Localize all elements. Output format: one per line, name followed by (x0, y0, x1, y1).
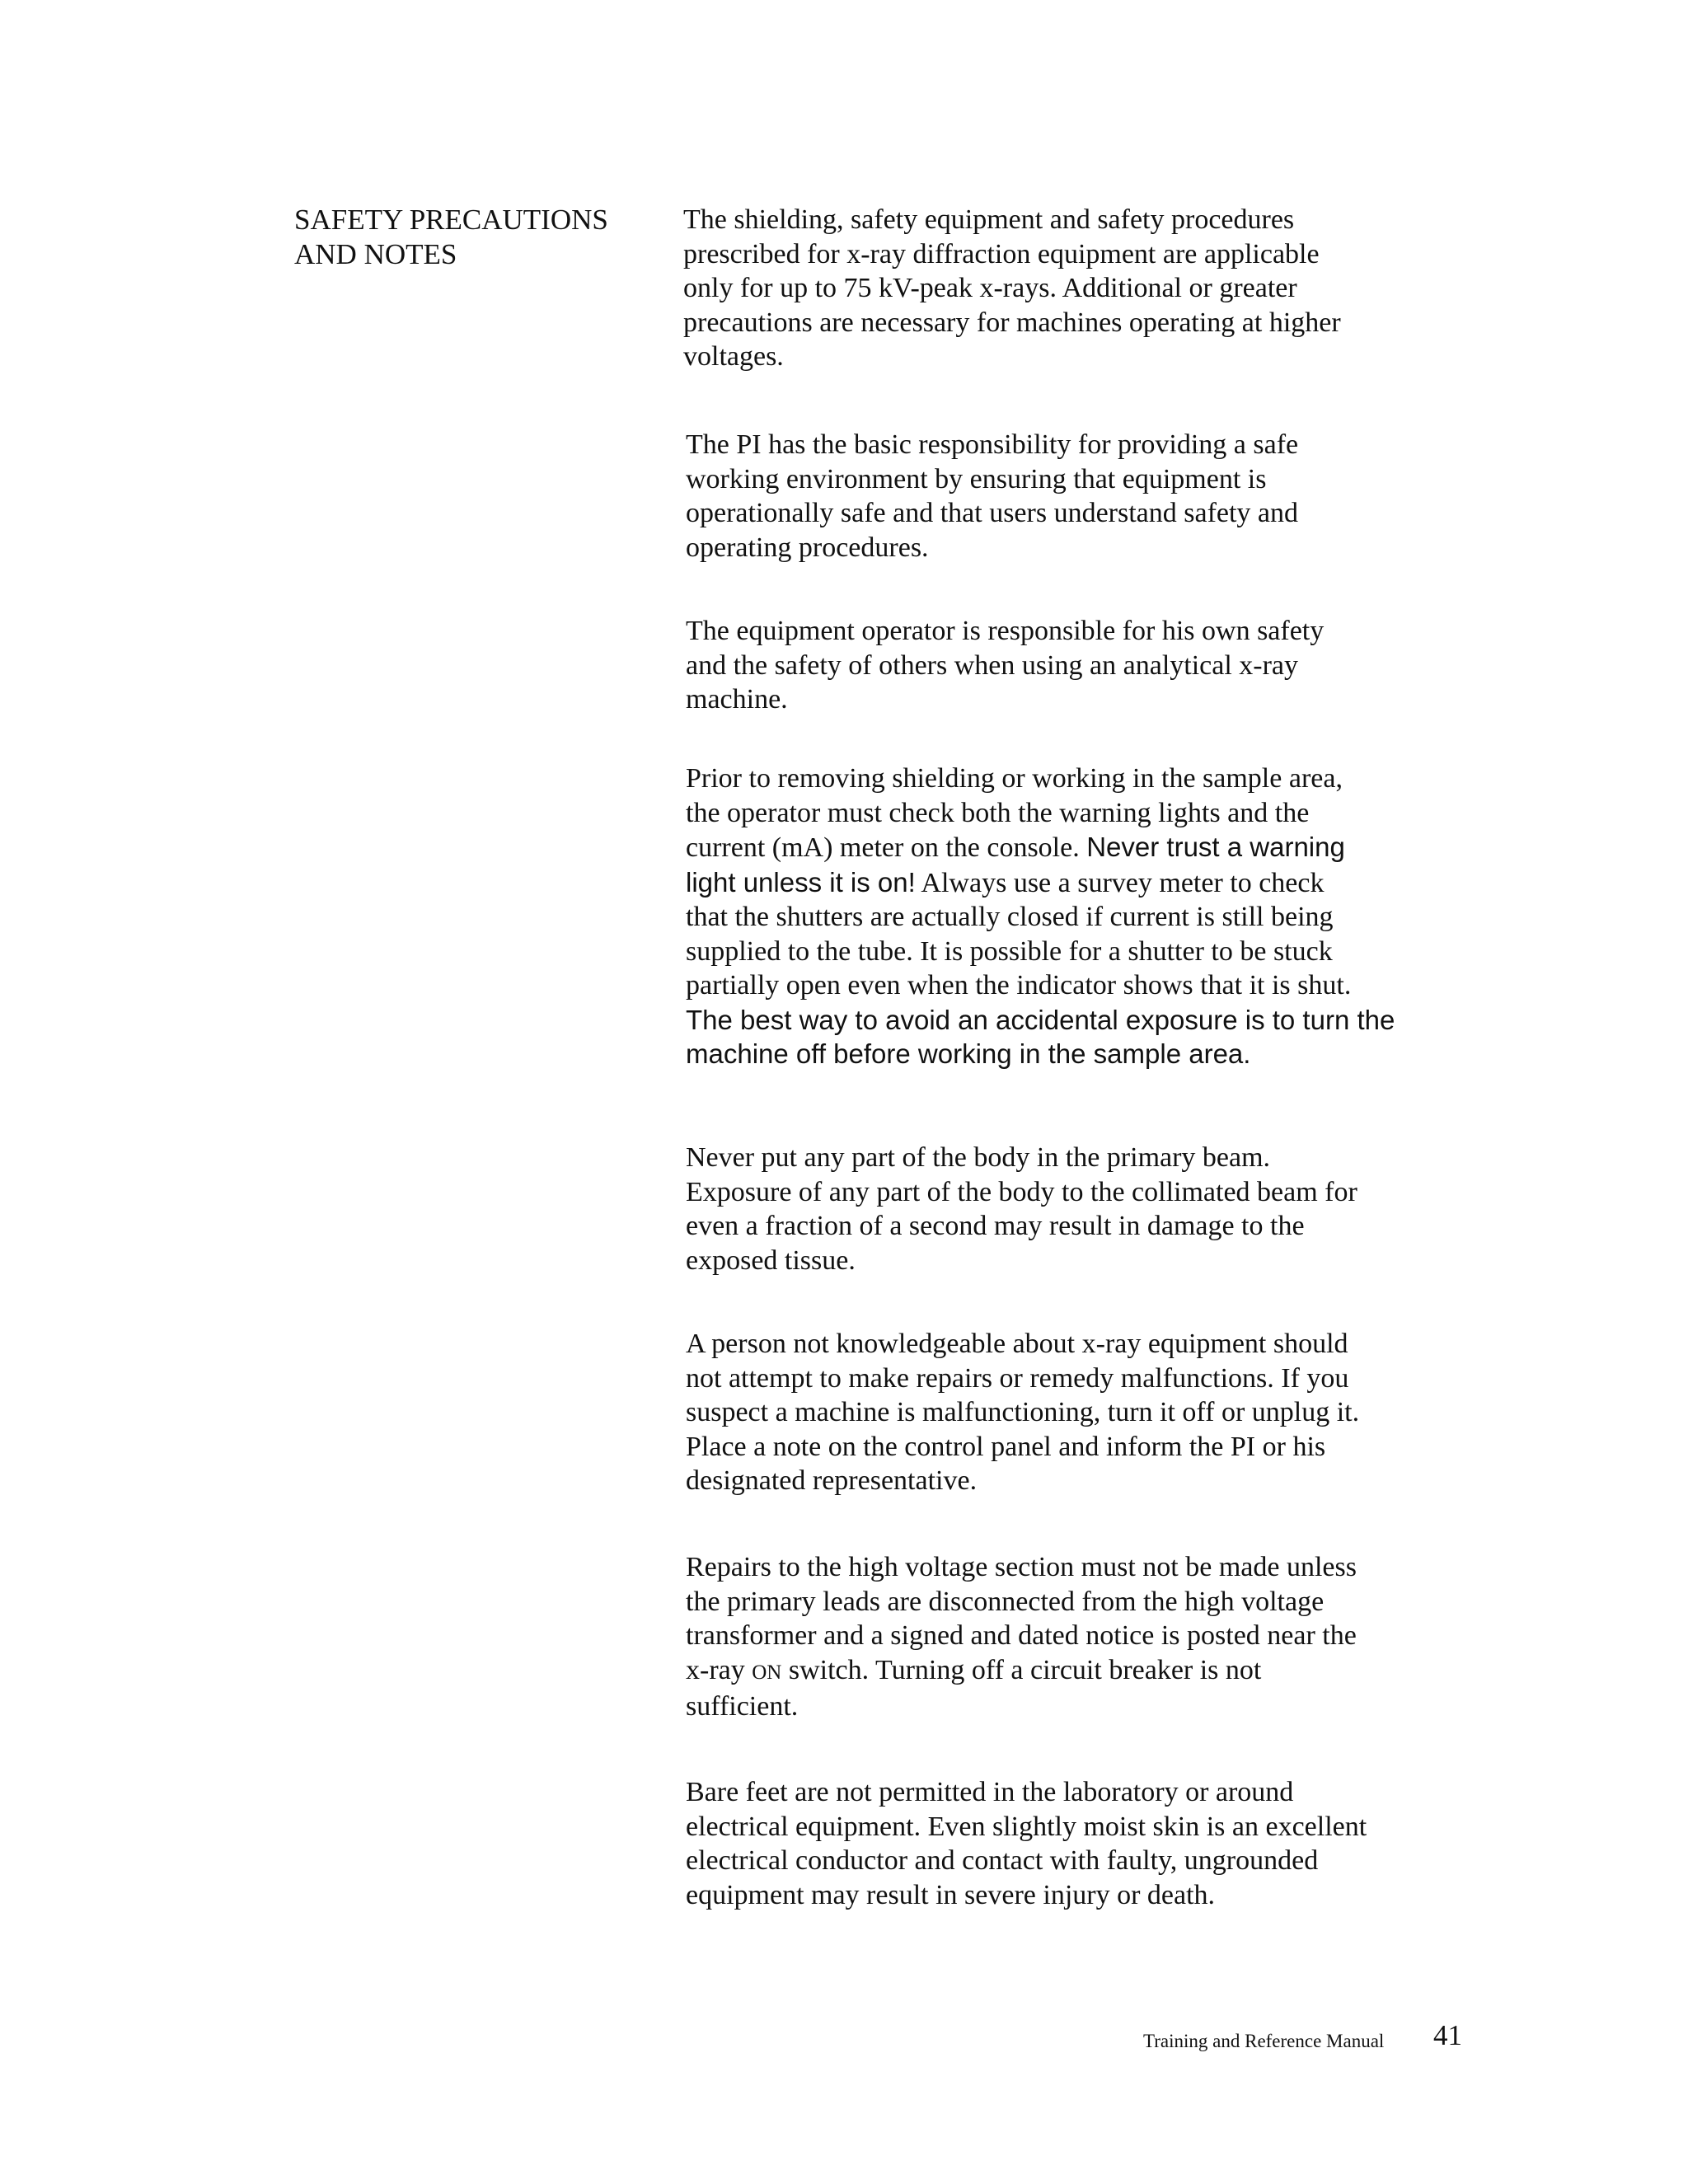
text-line: electrical conductor and contact with faulty, ungrounded (686, 1845, 1319, 1876)
paragraph-high-voltage (686, 1550, 1357, 1724)
text-line: operating procedures. (686, 532, 929, 563)
text-line: Place a note on the control panel and inform the PI or his (686, 1431, 1326, 1462)
small-caps-on: ON (752, 1661, 782, 1684)
text-line: not attempt to make repairs or remedy malfunctions. If you (686, 1362, 1349, 1394)
text-line: the operator must check both the warning lights and the (686, 797, 1310, 828)
paragraph-shielding-removal (686, 762, 1395, 1071)
text-run: switch. Turning off a circuit breaker is not (781, 1654, 1262, 1685)
text-line: the primary leads are disconnected from the high voltage (686, 1586, 1325, 1617)
text-line: working environment by ensuring that equipment is (686, 463, 1267, 494)
text-line: The equipment operator is responsible for his own safety (686, 616, 1325, 646)
section-heading (294, 203, 640, 272)
text-line: The PI has the basic responsibility for providing a safe (686, 429, 1299, 460)
emphasis-text: The best way to avoid an accidental exposure is to turn the (686, 1004, 1395, 1035)
emphasis-text: machine off before working in the sample area. (686, 1038, 1251, 1069)
text-line: only for up to 75 kV-peak x-rays. Additional or greater (683, 273, 1297, 303)
paragraph-repairs-knowledge (686, 1327, 1359, 1498)
text-line: partially open even when the indicator shows that it is shut. (686, 970, 1352, 1001)
text-line (686, 830, 1395, 865)
text-line: suspect a machine is malfunctioning, turn it off or unplug it. (686, 1397, 1360, 1427)
text-line: Bare feet are not permitted in the laboratory or around (686, 1777, 1294, 1807)
text-line: machine. (686, 684, 788, 715)
text-line: transformer and a signed and dated notice is posted near the (686, 1620, 1357, 1651)
paragraph-shielding (683, 203, 1341, 374)
text-line: sufficient. (686, 1691, 799, 1722)
text-line: designated representative. (686, 1465, 978, 1496)
text-line: exposed tissue. (686, 1244, 856, 1276)
text-line: equipment may result in severe injury or death. (686, 1879, 1216, 1910)
emphasis-text: light unless it is on! (686, 866, 916, 898)
text-line: voltages. (683, 341, 784, 372)
paragraph-pi-responsibility (686, 428, 1298, 565)
emphasis-text: Never trust a warning (1086, 832, 1345, 862)
text-line: Exposure of any part of the body to the collimated beam for (686, 1176, 1357, 1207)
section-heading-line: AND NOTES (294, 238, 457, 270)
paragraph-bare-feet (686, 1775, 1367, 1912)
text-line: that the shutters are actually closed if current is still being (686, 902, 1334, 932)
text-line: supplied to the tube. It is possible for a shutter to be stuck (686, 935, 1333, 967)
text-line: The shielding, safety equipment and safety procedures (683, 204, 1295, 235)
text-line (686, 1653, 1357, 1690)
text-line: precautions are necessary for machines operating at higher (683, 307, 1341, 338)
text-line: electrical equipment. Even slightly moist skin is an excellent (686, 1811, 1367, 1842)
text-line: and the safety of others when using an analytical x-ray (686, 649, 1299, 681)
text-line: A person not knowledgeable about x-ray equipment should (686, 1329, 1348, 1359)
text-line: Prior to removing shielding or working in the sample area, (686, 763, 1343, 794)
page-number: 41 (1433, 2019, 1462, 2051)
text-line: even a fraction of a second may result in damage to the (686, 1211, 1305, 1241)
section-heading-line: SAFETY PRECAUTIONS (294, 204, 608, 236)
footer-label: Training and Reference Manual (1143, 2031, 1385, 2051)
text-run: x-ray (686, 1654, 753, 1685)
text-line: Never put any part of the body in the primary beam. (686, 1142, 1271, 1173)
paragraph-operator-responsibility (686, 614, 1324, 717)
text-line: prescribed for x-ray diffraction equipment are applicable (683, 238, 1320, 269)
text-line (686, 865, 1395, 901)
text-line: operationally safe and that users understand safety and (686, 498, 1299, 528)
text-run: current (mA) meter on the console. (686, 832, 1087, 863)
text-run: Always use a survey meter to check (915, 867, 1325, 898)
paragraph-primary-beam (686, 1141, 1357, 1277)
text-line: Repairs to the high voltage section must not be made unless (686, 1552, 1357, 1582)
